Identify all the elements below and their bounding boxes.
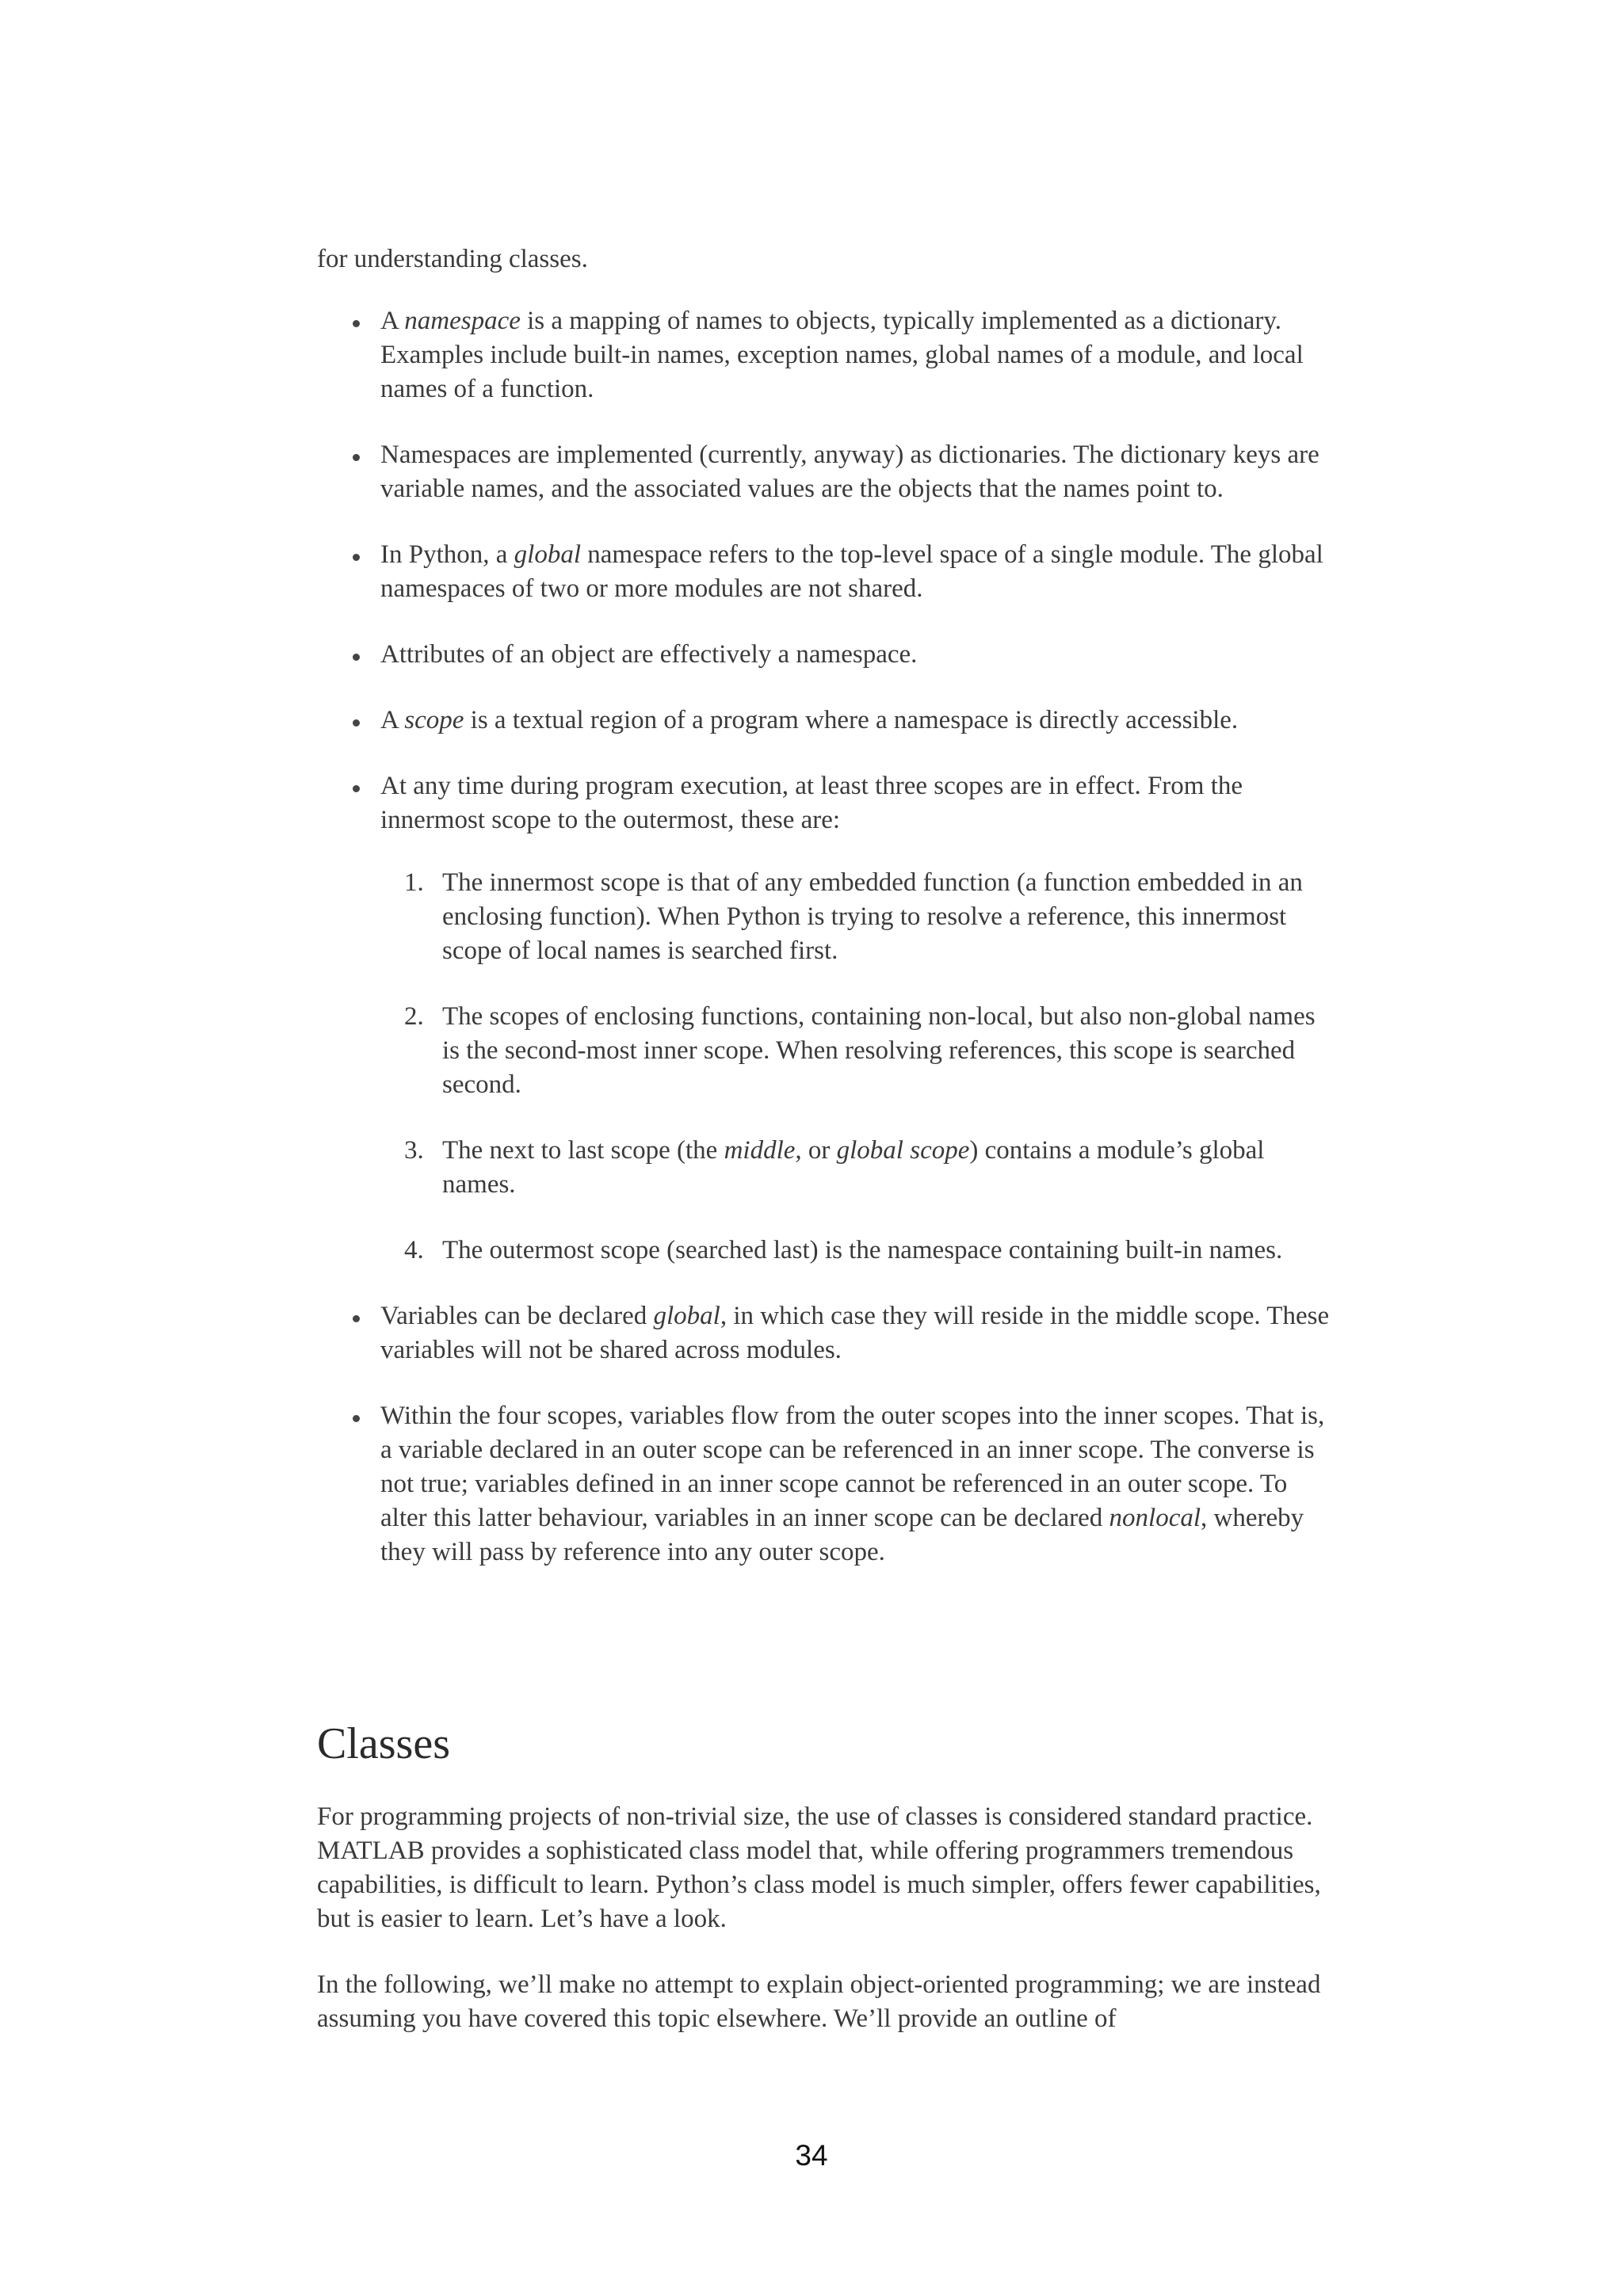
term-scope: scope [404,706,464,734]
bullet-variable-flow: Within the four scopes, variables flow from the outer scopes into the inner scopes. That is, a variable declared in an outer scope can be referenced in an inner scope. The converse is not true; variables defined in an inner scope cannot be referenced in an outer scope. To alter this latter behaviour, variables in an inner scope can be declared nonlocal, whereby they will pass by reference into any outer scope. [317,1399,1331,1569]
scope-item-global: 3. The next to last scope (the middle, or global scope) contains a module’s global names. [380,1134,1331,1202]
scope-item-innermost: 1. The innermost scope is that of any embedded function (a function embedded in an enclosing function). When Python is trying to resolve a reference, this innermost scope of local names is searched first. [380,866,1331,968]
bullet-global-namespace: In Python, a global namespace refers to the top-level space of a single module. The global namespaces of two or more modules are not shared. [317,538,1331,606]
list-number: 1. [404,868,424,897]
paragraph: For programming projects of non-trivial size, the use of classes is considered standard practice. MATLAB provides a sophisticated class model that, while offering programmers tremendous capabilities, is difficult to learn. Python’s class model is much simpler, offers fewer capabilities, but is easier to learn. Let’s have a look. [317,1802,1321,1933]
bullet-scope-definition: A scope is a textual region of a program where a namespace is directly accessible. [317,704,1331,738]
term-namespace: namespace [404,307,521,335]
term-nonlocal: nonlocal [1109,1504,1201,1532]
page-number: 34 [795,2139,828,2172]
term-global-scope: global scope [836,1136,970,1165]
intro-line: for understanding classes. [317,245,588,273]
list-number: 4. [404,1236,424,1264]
term-global: global [514,540,582,569]
list-number: 3. [404,1136,424,1165]
classes-section-body [317,1800,1331,2036]
term-middle: middle, [724,1136,802,1165]
paragraph: In the following, we’ll make no attempt to explain object-oriented programming; we are instead assuming you have covered this topic elsewhere. We’ll provide an outline of [317,1970,1321,2033]
section-heading: Classes [317,1719,450,1768]
list-number: 2. [404,1002,424,1031]
bullet-global-variables: Variables can be declared global, in which case they will reside in the middle scope. These variables will not be shared across modules. [317,1299,1331,1367]
scope-item-enclosing: 2. The scopes of enclosing functions, containing non-local, but also non-global names is the second-most inner scope. When resolving references, this scope is searched second. [380,1000,1331,1102]
bullet-scopes-in-effect: At any time during program execution, at least three scopes are in effect. From the innermost scope to the outermost, these are: 1. The innermost scope is that of any embedded function (a function embedded in an enclosing function). When Python is trying to resolve a reference, this innermost scope of local names is searched first. 2. The scopes of enclosing functions, containing non-local, but also non-global names is the second-most inner scope. When resolving references, this scope is searched second. 3. The next to last scope (the middle, or global scope) contains a module’s global names. 4. The outermost scope (searched last) is the namespace containing built-in names. [317,769,1331,1268]
bullet-namespace-definition: A namespace is a mapping of names to objects, typically implemented as a dictionary. Examples include built-in names, exception names, global names of a module, and local names of a function. [317,304,1331,406]
term-global-keyword: global [653,1302,720,1330]
scope-order-list [380,866,1331,1268]
namespace-bullet-list [317,304,1331,1569]
scope-notes [317,242,1331,1569]
scope-item-outermost: 4. The outermost scope (searched last) is the namespace containing built-in names. [380,1234,1331,1268]
bullet-namespace-implementation: Namespaces are implemented (currently, anyway) as dictionaries. The dictionary keys are variable names, and the associated values are the objects that the names point to. [317,438,1331,506]
bullet-attributes: Attributes of an object are effectively a namespace. [317,638,1331,672]
